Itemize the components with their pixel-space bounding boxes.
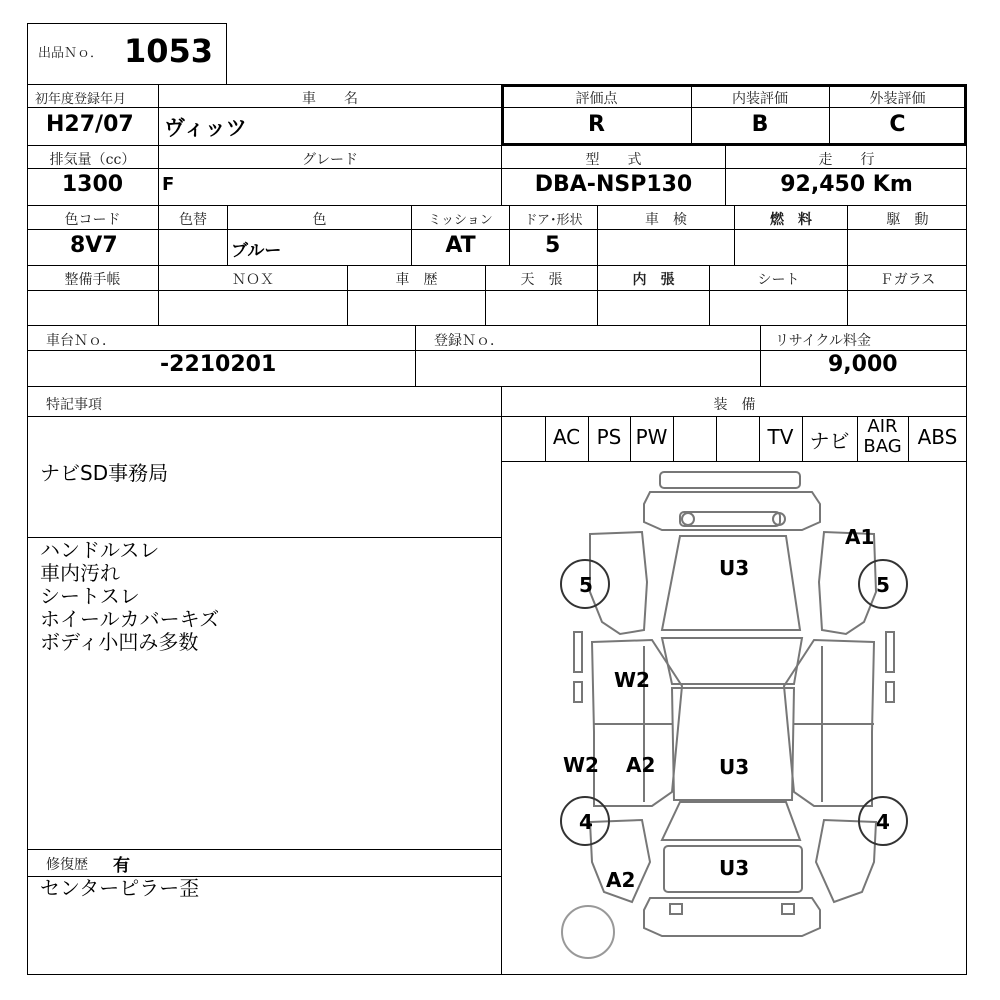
history-label: 車 歴 xyxy=(395,272,438,288)
mark-front-right: A1 xyxy=(845,525,875,549)
mission-value: AT xyxy=(445,233,476,258)
color-value: ブルー xyxy=(231,241,282,261)
lot-number: 1053 xyxy=(124,32,214,70)
mark-left-rear-door: W2 xyxy=(563,753,599,777)
interior-value: B xyxy=(751,112,769,137)
maint-book-label: 整備手帳 xyxy=(64,272,121,288)
exterior-value: C xyxy=(889,112,906,137)
roof-label: 天 張 xyxy=(520,272,563,288)
mileage-value: 92,450 Km xyxy=(780,172,913,197)
mark-wheel-fl: 5 xyxy=(579,573,593,597)
f-glass-label: Ｆガラス xyxy=(879,272,936,288)
recycle-label: リサイクル料金 xyxy=(775,333,872,349)
recycle-value: 9,000 xyxy=(828,352,898,377)
mark-rear-left: A2 xyxy=(606,868,636,892)
inspection-label: 車 検 xyxy=(645,212,687,228)
equip-ac: AC xyxy=(552,425,581,449)
equip-tv: TV xyxy=(767,425,794,449)
equip-ps: PS xyxy=(596,425,622,449)
nox-label: ＮＯＸ xyxy=(232,272,274,288)
notes-remarks: ハンドルスレ 車内汚れ シートスレ ホイールカバーキズ ボディ小凹み多数 xyxy=(40,538,220,654)
repair-note: センターピラー歪 xyxy=(40,876,200,900)
mark-roof: U3 xyxy=(719,755,750,779)
color-change-label: 色替 xyxy=(179,212,207,228)
color-code-label: 色コード xyxy=(64,212,121,228)
equip-navi: ナビ xyxy=(809,429,850,453)
reg-no-label: 登録Ｎｏ． xyxy=(434,333,504,349)
color-code-value: 8V7 xyxy=(70,233,118,258)
score-value: R xyxy=(588,112,605,137)
mark-wheel-rl: 4 xyxy=(579,810,593,834)
color-label: 色 xyxy=(312,212,327,228)
mark-wheel-fr: 5 xyxy=(876,573,890,597)
car-damage-diagram xyxy=(502,462,966,974)
door-value: 5 xyxy=(545,233,561,258)
car-name-value: ヴィッツ xyxy=(164,116,247,140)
seat-label: シート xyxy=(757,272,800,288)
chassis-label: 車台Ｎｏ． xyxy=(46,333,116,349)
score-label: 評価点 xyxy=(575,91,618,107)
exterior-label: 外装評価 xyxy=(869,91,926,107)
drive-label: 駆 動 xyxy=(886,212,929,228)
grade-value: F xyxy=(162,174,175,195)
door-label: ドア･形状 xyxy=(524,213,583,228)
car-name-label: 車 名 xyxy=(302,91,358,107)
chassis-value: -2210201 xyxy=(160,352,277,377)
repair-history-value: 有 xyxy=(113,856,130,876)
mark-wheel-rr: 4 xyxy=(876,810,890,834)
mark-hood: U3 xyxy=(719,556,750,580)
displacement-value: 1300 xyxy=(61,172,124,197)
lot-number-label: 出品Ｎｏ． xyxy=(38,46,104,61)
notes-line1: ナビSD事務局 xyxy=(40,461,169,485)
mileage-label: 走 行 xyxy=(818,152,875,168)
interior-label: 内装評価 xyxy=(732,91,788,107)
notes-label: 特記事項 xyxy=(46,397,102,413)
mark-left-front-door: W2 xyxy=(614,668,650,692)
equip-airbag: AIR BAG xyxy=(863,416,902,457)
grade-label: グレード xyxy=(302,152,358,168)
inner-label: 内 張 xyxy=(632,272,675,288)
displacement-label: 排気量（cc） xyxy=(49,152,136,168)
fuel-label: 燃 料 xyxy=(770,212,812,228)
model-label: 型 式 xyxy=(585,152,642,168)
mission-label: ミッション xyxy=(428,213,493,228)
model-value: DBA-NSP130 xyxy=(534,172,693,197)
mark-trunk: U3 xyxy=(719,856,750,880)
equipment-label: 装 備 xyxy=(713,397,756,413)
reg-date-label: 初年度登録年月 xyxy=(35,92,127,107)
repair-history-label: 修復歴 xyxy=(46,857,88,873)
equip-pw: PW xyxy=(635,425,668,449)
mark-left-pillar: A2 xyxy=(626,753,656,777)
equip-abs: ABS xyxy=(917,425,958,449)
reg-date-value: H27/07 xyxy=(46,112,134,137)
